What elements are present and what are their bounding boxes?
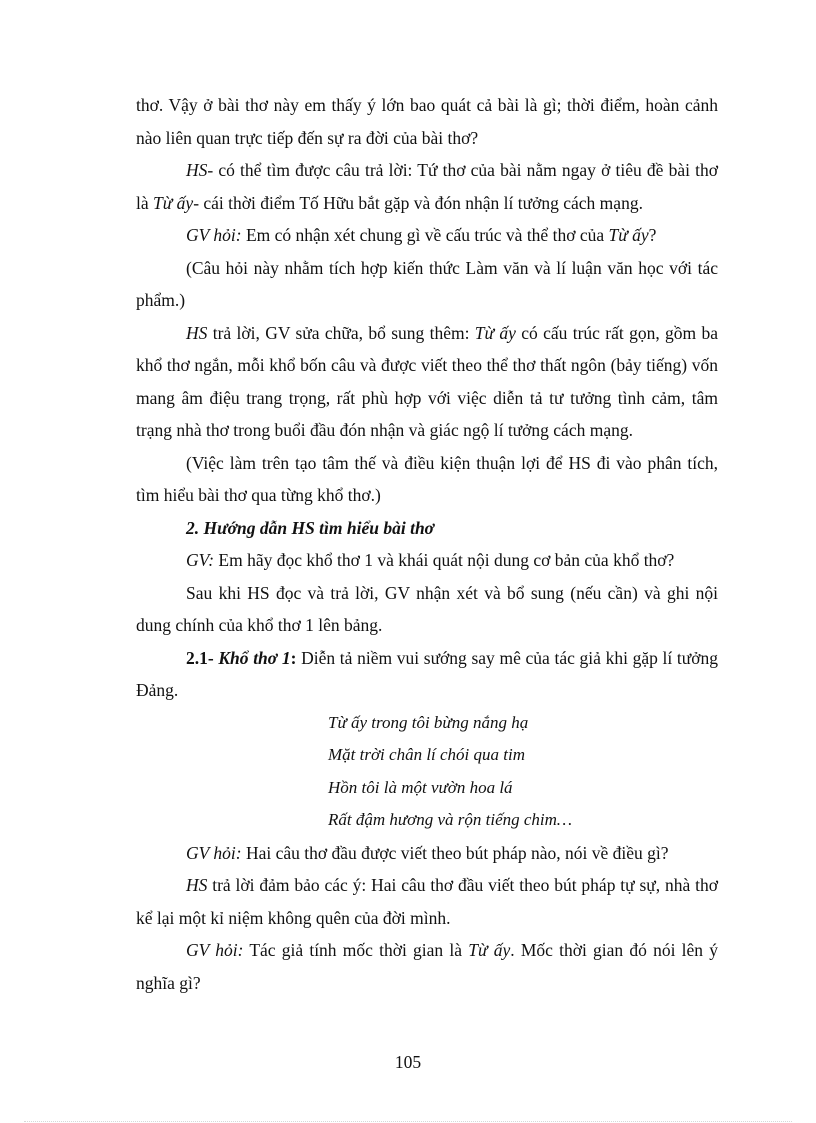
page-bottom-rule	[24, 1121, 792, 1122]
text-run: Hai câu thơ đầu được viết theo bút pháp nào, nói về điều gì?	[241, 842, 669, 863]
poem-line: Từ ấy trong tôi bừng nắng hạ	[328, 712, 529, 732]
emphasis-text: GV hỏi:	[186, 842, 242, 863]
text-run: - có thể tìm được câu trả lời: Tứ thơ của bài nằm ngay ở tiêu đề bài thơ là	[136, 160, 718, 213]
paragraph	[136, 934, 718, 999]
text-run: thơ. Vậy ở bài thơ này em thấy ý lớn bao quát cả bài là gì; thời điểm, hoàn cảnh nào liên quan trực tiếp đến sự ra đời của bài thơ?	[136, 95, 718, 148]
document-body	[136, 89, 718, 999]
paragraph	[136, 447, 718, 512]
emphasis-text: Từ ấy	[608, 225, 649, 245]
paragraph	[136, 642, 718, 707]
emphasis-text: HS	[186, 875, 208, 895]
text-run: Sau khi HS đọc và trả lời, GV nhận xét và bổ sung (nếu cần) và ghi nội dung chính của khổ thơ 1 lên bảng.	[136, 582, 718, 635]
paragraph	[136, 154, 718, 219]
text-run: Em có nhận xét chung gì về cấu trúc và thể thơ của	[241, 225, 609, 245]
text-run: - cái thời điểm Tố Hữu bắt gặp và đón nhận lí tưởng cách mạng.	[193, 192, 643, 213]
paragraph	[136, 219, 718, 252]
emphasis-text: :	[290, 647, 297, 668]
emphasis-text: Từ ấy	[468, 940, 511, 960]
paragraph	[136, 544, 718, 577]
poem-stanza	[136, 707, 718, 837]
text-run: Em hãy đọc khổ thơ 1 và khái quát nội dung cơ bản của khổ thơ?	[214, 550, 675, 570]
text-run: ?	[648, 225, 657, 245]
paragraph	[136, 869, 718, 934]
paragraph	[136, 252, 718, 317]
emphasis-text: Từ ấy	[474, 322, 516, 343]
paragraph	[136, 89, 718, 154]
text-run: (Câu hỏi này nhằm tích hợp kiến thức Làm văn và lí luận văn học với tác phẩm.)	[136, 257, 718, 310]
emphasis-text: GV hỏi:	[186, 225, 242, 245]
emphasis-text: Từ ấy	[153, 192, 194, 213]
text-run: Tác giả tính mốc thời gian là	[243, 940, 469, 960]
text-run: Diễn tả niềm vui sướng say mê của tác giả khi gặp lí tưởng Đảng.	[136, 647, 719, 700]
poem-line: Mặt trời chân lí chói qua tim	[328, 745, 526, 764]
paragraphs-after-poem	[136, 837, 718, 1000]
text-run: có cấu trúc rất gọn, gồm ba khổ thơ ngắn, mỗi khổ bốn câu và được viết theo thể thơ thất ngôn (bảy tiếng) vốn mang âm điệu trang trọng, rất phù hợp với việc diễn tả tư tưởng tình cảm, tâm trạng nhà thơ trong buổi đầu đón nhận và giác ngộ lí tưởng cách mạng.	[136, 322, 718, 440]
paragraph	[136, 317, 718, 447]
paragraph	[136, 512, 718, 545]
text-run: trả lời đảm bảo các ý: Hai câu thơ đầu viết theo bút pháp tự sự, nhà thơ kể lại một kỉ niệm không quên của đời mình.	[136, 875, 718, 928]
paragraphs-before-poem	[136, 89, 718, 707]
poem-line: Rất đậm hương và rộn tiếng chim…	[328, 810, 573, 829]
text-run: (Việc làm trên tạo tâm thế và điều kiện thuận lợi để HS đi vào phân tích, tìm hiểu bài thơ qua từng khổ thơ.)	[136, 452, 718, 505]
poem-line: Hồn tôi là một vườn hoa lá	[328, 777, 513, 797]
paragraph	[136, 577, 718, 642]
emphasis-text: 2. Hướng dẫn HS tìm hiểu bài thơ	[186, 517, 435, 538]
emphasis-text: 2.1-	[186, 647, 219, 668]
emphasis-text: HS	[186, 322, 208, 343]
text-run: . Mốc thời gian đó nói lên ý nghĩa gì?	[136, 940, 719, 993]
emphasis-text: GV hỏi:	[186, 940, 244, 960]
emphasis-text: Khổ thơ 1	[218, 647, 291, 668]
emphasis-text: HS	[186, 160, 208, 180]
emphasis-text: GV:	[186, 550, 215, 570]
page-number: 105	[394, 1052, 422, 1072]
text-run: trả lời, GV sửa chữa, bổ sung thêm:	[207, 322, 475, 343]
paragraph	[136, 837, 718, 870]
